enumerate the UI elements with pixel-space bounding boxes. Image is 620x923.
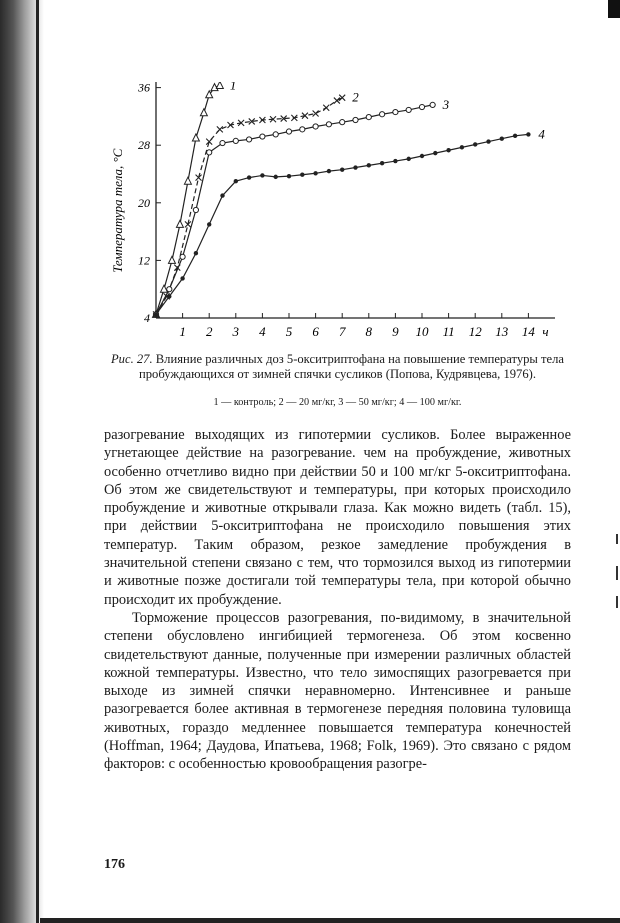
- series-4-label: 4: [538, 126, 545, 142]
- chart-series: [153, 82, 531, 317]
- scan-margin-mark: [616, 534, 618, 544]
- series-4-point: [513, 134, 517, 138]
- x-tick-label: 3: [232, 324, 240, 339]
- scan-bottom-edge: [40, 918, 620, 923]
- series-2-point: [339, 95, 345, 101]
- figure-caption: [110, 352, 565, 382]
- x-tick-label: 8: [365, 324, 373, 339]
- x-tick-label: 6: [312, 324, 319, 339]
- series-2-point: [313, 111, 319, 117]
- series-4-point: [380, 161, 384, 165]
- page-number: 176: [104, 857, 125, 872]
- figure-legend: 1 — контроль; 2 — 20 мг/кг, 3 — 50 мг/кг; 4 — 100 мг/кг.: [213, 397, 462, 408]
- series-3-point: [273, 132, 278, 137]
- series-4-point: [486, 139, 490, 143]
- y-tick-label: 36: [138, 82, 150, 95]
- series-3-point: [313, 124, 318, 129]
- series-4-point: [154, 312, 158, 316]
- series-3-point: [393, 109, 398, 114]
- series-4-point: [433, 151, 437, 155]
- series-4-point: [420, 154, 424, 158]
- series-3-point: [193, 207, 198, 212]
- x-tick-label: 2: [205, 324, 213, 339]
- series-4-point: [180, 276, 184, 280]
- x-tick-label: 5: [285, 324, 293, 339]
- series-4-point: [393, 159, 397, 163]
- series-3-point: [406, 107, 411, 112]
- series-4-point: [300, 173, 304, 177]
- series-4-point: [340, 167, 344, 171]
- series-1-point: [176, 220, 183, 227]
- series-4-point: [446, 148, 450, 152]
- y-tick-label: 12: [138, 253, 150, 268]
- series-4-point: [367, 163, 371, 167]
- series-4-point: [526, 132, 530, 136]
- series-4-point: [194, 251, 198, 255]
- series-4-point: [460, 145, 464, 149]
- series-3-point: [353, 117, 358, 122]
- paragraph: Торможение процессов разогревания, по-видимому, в значительной степени обусловлено ингибицией термогенеза. Об этом косвенно свидетельствуют данные, полученные при измерении различных областей кожной температуры. Известно, что тело зимоспящих разогревается при выходе из зимней спячки неравномерно. Интенсивнее и раньше разогревается более активная в термогенезе передняя половина туловища животных, гораздо медленнее повышается температура конечностей (Hoffman, 1964; Даудова, Ипатьева, 1968; Folk, 1969). Это связано с рядом факторов: с особенностью кровообращения разогре-: [104, 609, 571, 773]
- paragraph: разогревание выходящих из гипотермии сусликов. Более выраженное угнетающее действие на разогревание. чем на пробуждение, животных особенно отчетливо видно при действии 50 и 100 мг/кг 5-окситриптофана. Об этом же свидетельствуют и температуры, при которых происходило пробуждение и животные открывали глаза. Как можно видеть (табл. 15), при действии 5-окситриптофана не происходило повышения этих температур. Таким образом, резкое замедление пробуждения в значительной степени связано с тем, что тормозился выход из гипотермии и животные позже достигали той температуры тела, при которой обычно происходит их пробуждение.: [104, 427, 571, 608]
- series-1-point: [184, 177, 191, 184]
- figure-caption-text: Влияние различных доз 5-окситриптофана на повышение температуры тела пробуждающихся от зимней спячки сусликов (Попова, Кудрявцева, 1976).: [139, 352, 564, 382]
- series-4-point: [260, 173, 264, 177]
- x-tick-label: 4: [259, 324, 266, 339]
- x-tick-label: 9: [392, 324, 399, 339]
- series-4-point: [313, 171, 317, 175]
- temperature-chart: [108, 82, 578, 344]
- series-3-point: [207, 150, 212, 155]
- series-3-point: [233, 138, 238, 143]
- x-tick-label: 14: [521, 324, 535, 339]
- series-1-point: [168, 256, 175, 263]
- series-2-point: [334, 98, 340, 104]
- series-4-point: [247, 175, 251, 179]
- series-4-point: [274, 175, 278, 179]
- series-4-point: [473, 142, 477, 146]
- x-unit-label: ч: [542, 324, 549, 339]
- series-4-point: [220, 193, 224, 197]
- series-3-point: [300, 127, 305, 132]
- series-1-line: [156, 85, 220, 314]
- y-tick-label: 4: [144, 311, 150, 325]
- x-tick-label: 11: [442, 324, 455, 339]
- x-tick-label: 12: [468, 324, 482, 339]
- series-3-point: [247, 137, 252, 142]
- series-3-point: [326, 122, 331, 127]
- y-tick-label: 20: [138, 195, 150, 210]
- x-tick-label: 10: [415, 324, 429, 339]
- series-3-point: [220, 140, 225, 145]
- series-3-point: [380, 112, 385, 117]
- book-spine-edge: [36, 0, 39, 923]
- series-3-label: 3: [442, 96, 450, 112]
- series-2-point: [217, 126, 223, 132]
- series-4-point: [500, 137, 504, 141]
- series-3-point: [366, 115, 371, 120]
- series-3-point: [340, 120, 345, 125]
- series-3-point: [260, 134, 265, 139]
- x-tick-label: 1: [179, 324, 186, 339]
- series-4-point: [353, 165, 357, 169]
- y-axis-label: Температура тела, °С: [110, 148, 125, 273]
- scan-margin-mark: [616, 566, 618, 580]
- scan-corner-mark: [608, 0, 620, 18]
- series-1-point: [200, 109, 207, 116]
- series-1-point: [216, 82, 223, 88]
- series-4-point: [407, 157, 411, 161]
- series-4-point: [167, 294, 171, 298]
- series-2-label: 2: [352, 89, 359, 105]
- series-3-point: [180, 254, 185, 259]
- series-3-point: [419, 104, 424, 109]
- series-4-line: [156, 134, 528, 314]
- series-1-label: 1: [229, 82, 237, 93]
- series-3-point: [286, 129, 291, 134]
- scan-margin-mark: [616, 596, 618, 608]
- series-3-point: [167, 287, 172, 292]
- series-4-point: [234, 179, 238, 183]
- series-1-point: [192, 134, 199, 141]
- series-4-point: [207, 222, 211, 226]
- x-tick-label: 7: [338, 324, 346, 339]
- x-tick-label: 13: [495, 324, 509, 339]
- series-4-point: [327, 169, 331, 173]
- series-2-point: [323, 105, 329, 111]
- body-text: [104, 426, 571, 774]
- figure-caption-number: Рис. 27.: [110, 352, 153, 366]
- series-4-point: [287, 174, 291, 178]
- series-3-point: [430, 102, 435, 107]
- y-tick-label: 28: [138, 138, 150, 153]
